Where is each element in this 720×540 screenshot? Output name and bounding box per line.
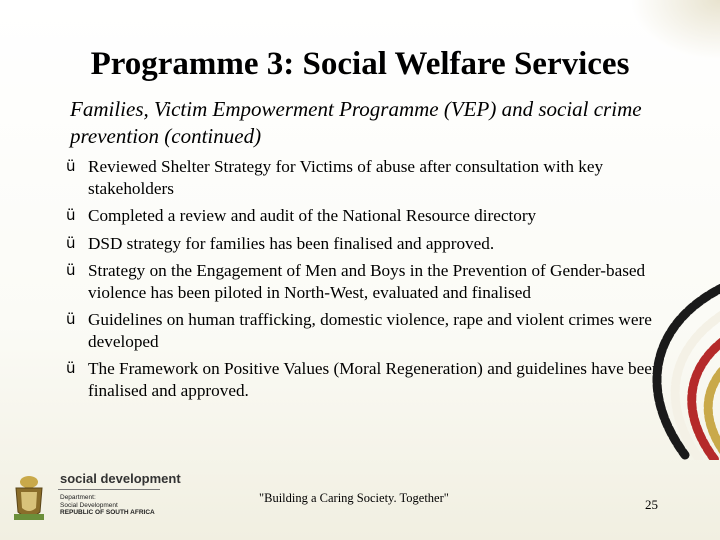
check-icon: ü [66,157,76,175]
bullet-item: ü Completed a review and audit of the National Resource directory [66,206,537,225]
footer-slogan: "Building a Caring Society. Together" [259,491,449,505]
check-icon: ü [66,206,76,224]
bullet-item: ü Guidelines on human trafficking, domestic violence, rape and violent crimes were developed [66,310,652,351]
check-icon: ü [66,233,76,252]
coat-of-arms-icon [10,474,48,524]
slide-title: Programme 3: Social Welfare Services [90,46,630,82]
logo-department-text: Department: Social Development REPUBLIC OF SOUTH AFRICA [60,494,155,516]
beaded-necklace-decoration [590,270,720,460]
check-icon: ü [66,359,76,377]
logo-title: social development [60,471,181,486]
check-icon: ü [66,310,76,328]
bullet-item: ü The Framework on Positive Values (Moral Regeneration) and guidelines have been finalised and approved. [66,359,661,400]
page-number: 25 [645,497,658,512]
bullet-list [66,156,666,407]
bullet-item: ü Strategy on the Engagement of Men and Boys in the Prevention of Gender-based violence has been piloted in North-West, evaluated and finalised [66,261,646,302]
logo-divider [58,489,160,490]
bullet-item: ü Reviewed Shelter Strategy for Victims of abuse after consultation with key stakeholders [66,157,604,198]
slide-subtitle: Families, Victim Empowerment Programme (VEP) and social crime prevention (continued) [70,97,642,148]
bullet-item: ü DSD strategy for families has been finalised and approved. [66,233,495,253]
check-icon: ü [66,261,76,279]
